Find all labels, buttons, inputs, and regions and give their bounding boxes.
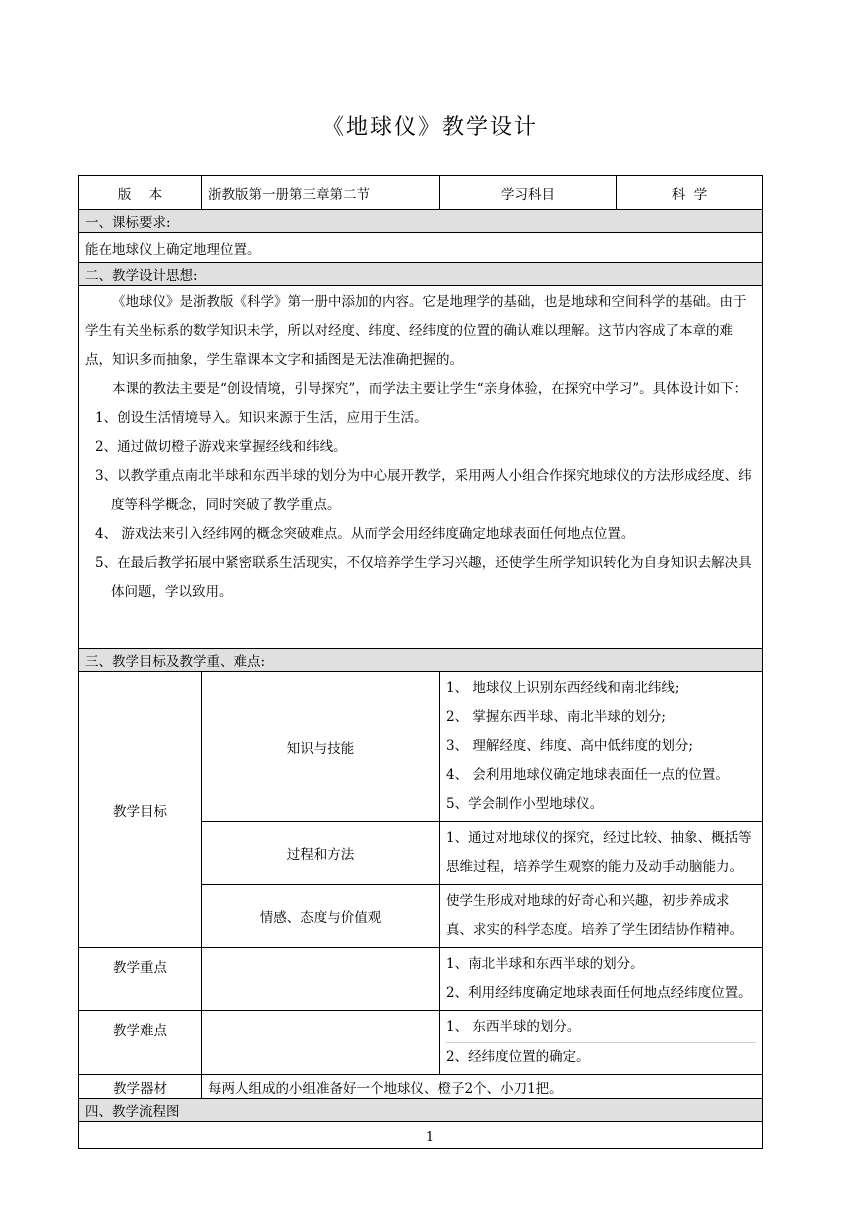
knowledge-item: 3、 理解经度、纬度、高中低纬度的划分;	[446, 738, 693, 754]
difficulties-empty	[202, 1011, 440, 1075]
subject-label: 学习科目	[440, 176, 617, 210]
key-points-row	[79, 948, 763, 1011]
difficulties-content	[440, 1011, 763, 1075]
difficulty-item: 2、经纬度位置的确定。	[446, 1042, 756, 1072]
key-point-item: 2、利用经纬度确定地球表面任何地点经纬度位置。	[446, 985, 752, 1001]
difficulty-item: 1、 东西半球的划分。	[446, 1019, 581, 1035]
equipment-text: 每两人组成的小组准备好一个地球仪、橙子2个、小刀1把。	[202, 1075, 763, 1099]
difficulties-label: 教学难点	[79, 1011, 202, 1075]
difficulties-row	[79, 1011, 763, 1075]
key-points-label: 教学重点	[79, 948, 202, 1011]
knowledge-item: 5、学会制作小型地球仪。	[446, 796, 604, 812]
design-item-3: 3、以教学重点南北半球和东西半球的划分为中心展开教学，采用两人小组合作探究地球仪的方法形成经度、纬度等科学概念，同时突破了教学重点。	[95, 468, 752, 513]
process-label: 过程和方法	[202, 822, 440, 885]
equipment-row	[79, 1075, 763, 1099]
design-paragraph-2: 本课的教法主要是“创设情境，引导探究”，而学法主要让学生“亲身体验，在探究中学习”。具体设计如下：	[112, 381, 748, 397]
subject-value: 科 学	[617, 176, 763, 210]
emotion-label: 情感、态度与价值观	[202, 885, 440, 948]
key-points-empty	[202, 948, 440, 1011]
lesson-plan-table	[78, 175, 763, 1149]
section-2-title: 二、教学设计思想:	[79, 263, 763, 286]
design-item-2: 2、通过做切橙子游戏来掌握经线和纬线。	[95, 439, 347, 455]
design-paragraph-1: 《地球仪》是浙教版《科学》第一册中添加的内容。它是地理学的基础，也是地球和空间科学的基础。由于学生有关坐标系的数学知识未学，所以对经度、纬度、经纬度的位置的确认难以理解。这节内容成了本章的难点，知识多而抽象，学生靠课本文字和插图是无法准确把握的。	[85, 294, 747, 368]
page-number: 1	[425, 1130, 435, 1145]
knowledge-item: 4、 会利用地球仪确定地球表面任一点的位置。	[446, 767, 729, 783]
section-2-body	[79, 286, 763, 649]
key-point-item: 1、南北半球和东西半球的划分。	[446, 956, 644, 972]
page-title: 《地球仪》教学设计	[321, 115, 538, 140]
design-item-5: 5、在最后教学拓展中紧密联系生活现实，不仅培养学生学习兴趣，还使学生所学知识转化为自身知识去解决具体问题，学以致用。	[95, 555, 752, 600]
process-text: 1、通过对地球仪的探究，经过比较、抽象、概括等思维过程，培养学生观察的能力及动手动脑能力。	[440, 822, 763, 885]
edition-value: 浙教版第一册第三章第二节	[202, 176, 440, 210]
section-3-header	[79, 649, 763, 672]
section-4-title: 四、教学流程图	[79, 1099, 763, 1122]
knowledge-label: 知识与技能	[202, 672, 440, 822]
knowledge-item: 2、 掌握东西半球、南北半球的划分;	[446, 709, 666, 725]
section-1-title: 一、课标要求:	[79, 210, 763, 233]
knowledge-item: 1、 地球仪上识别东西经线和南北纬线;	[446, 680, 680, 696]
section-1-text: 能在地球仪上确定地理位置。	[79, 233, 763, 263]
section-1-body	[79, 233, 763, 263]
section-1-header	[79, 210, 763, 233]
edition-label: 版 本	[79, 176, 202, 210]
section-4-header	[79, 1099, 763, 1122]
design-item-1: 1、创设生活情境导入。知识来源于生活，应用于生活。	[95, 410, 428, 426]
knowledge-content	[440, 672, 763, 822]
design-item-4: 4、 游戏法来引入经纬网的概念突破难点。从而学会用经纬度确定地球表面任何地点位置。	[95, 526, 635, 542]
goals-knowledge-row	[79, 672, 763, 822]
header-row	[79, 176, 763, 210]
key-points-content	[440, 948, 763, 1011]
emotion-text: 使学生形成对地球的好奇心和兴趣，初步养成求真、求实的科学态度。培养了学生团结协作精神。	[440, 885, 763, 948]
section-2-content	[79, 286, 763, 649]
section-3-title: 三、教学目标及教学重、难点:	[79, 649, 763, 672]
section-2-header	[79, 263, 763, 286]
equipment-label: 教学器材	[79, 1075, 202, 1099]
goals-label: 教学目标	[79, 672, 202, 948]
